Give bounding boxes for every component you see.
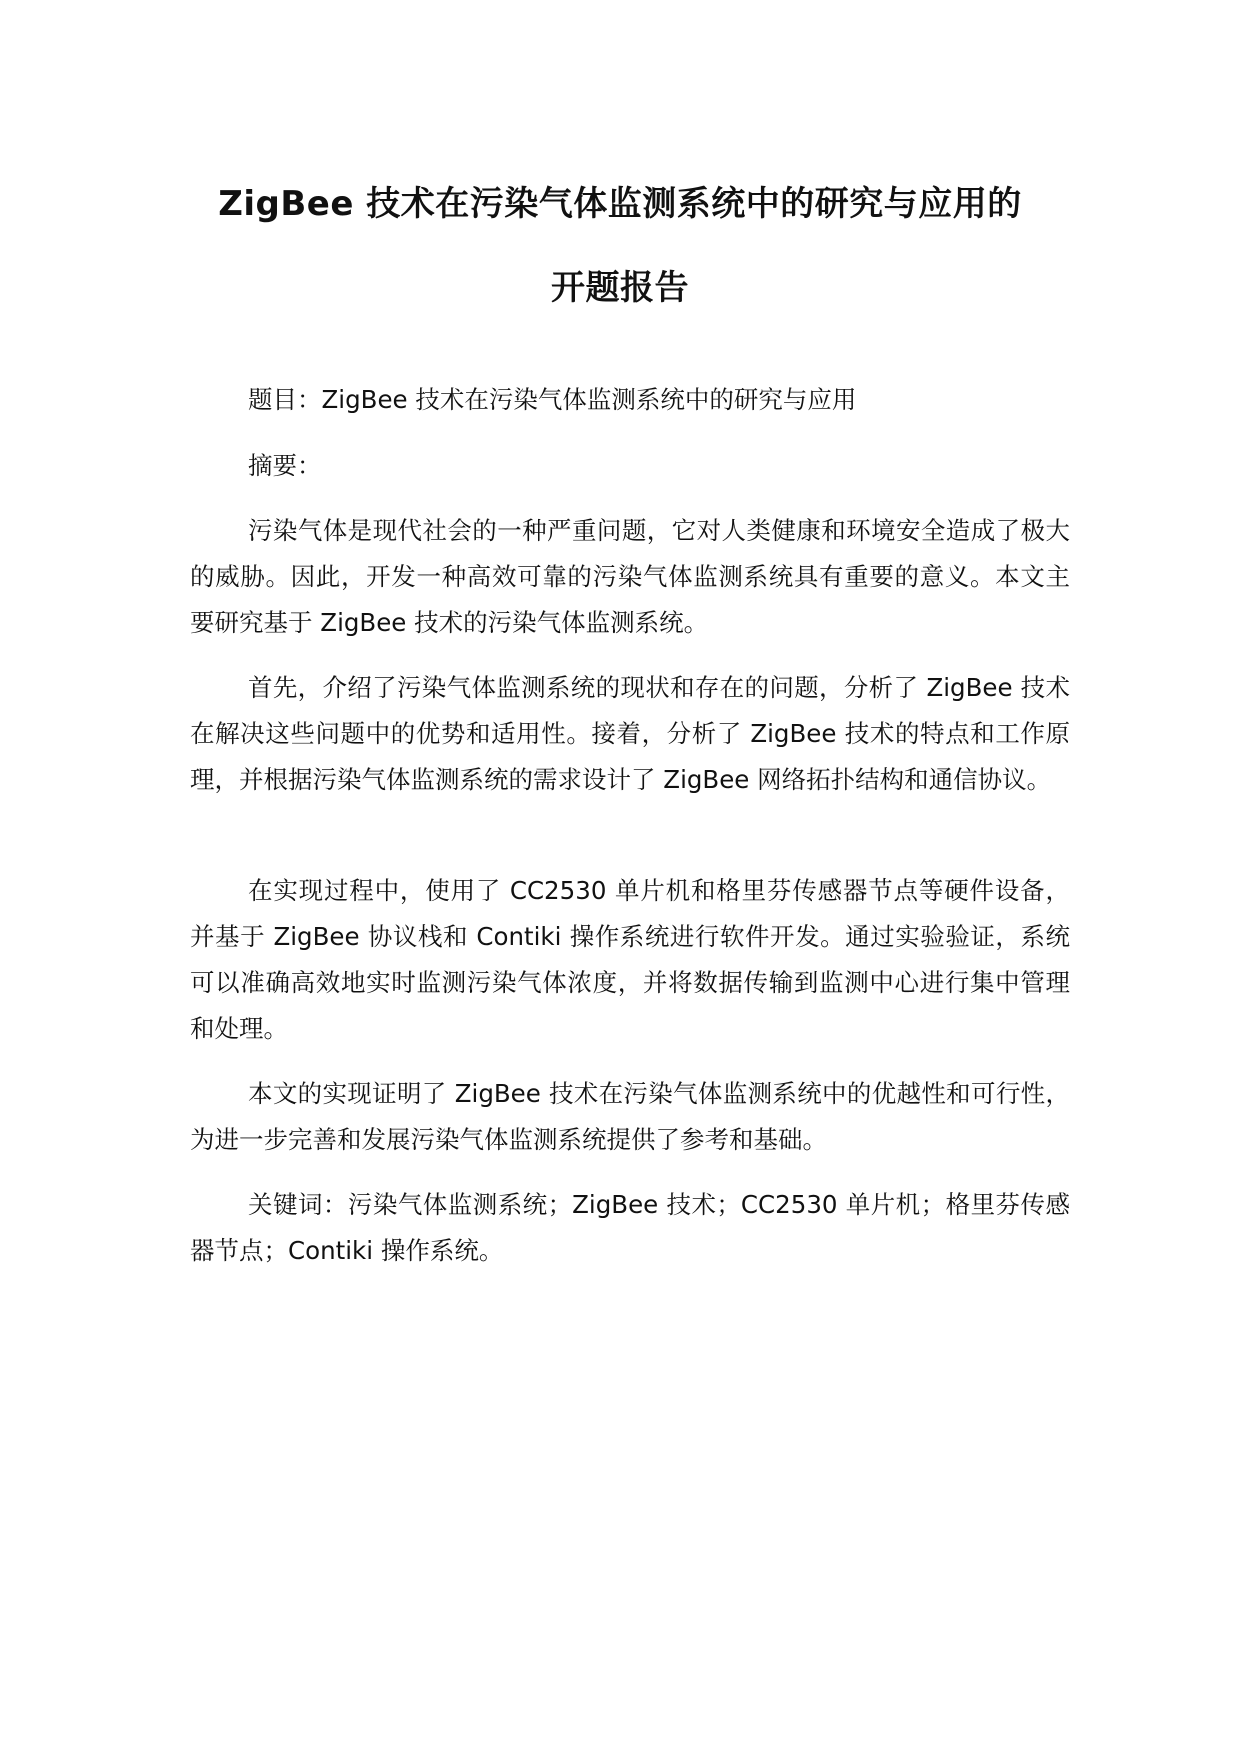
topic-line: 题目：ZigBee 技术在污染气体监测系统中的研究与应用 <box>248 385 857 414</box>
document-title-line-2: 开题报告 <box>551 268 689 308</box>
abstract-paragraph-4: 本文的实现证明了 ZigBee 技术在污染气体监测系统中的优越性和可行性，为进一步完善和发展污染气体监测系统提供了参考和基础。 <box>190 1079 1070 1154</box>
keywords-paragraph: 关键词：污染气体监测系统；ZigBee 技术；CC2530 单片机；格里芬传感器节点；Contiki 操作系统。 <box>190 1190 1070 1265</box>
abstract-paragraph-2: 首先，介绍了污染气体监测系统的现状和存在的问题，分析了 ZigBee 技术在解决这些问题中的优势和适用性。接着，分析了 ZigBee 技术的特点和工作原理，并根据污染气体监测系统的需求设计了 ZigBee 网络拓扑结构和通信协议。 <box>190 673 1070 794</box>
document-title-line-1: ZigBee 技术在污染气体监测系统中的研究与应用的 <box>218 184 1022 224</box>
abstract-paragraph-1: 污染气体是现代社会的一种严重问题，它对人类健康和环境安全造成了极大的威胁。因此，开发一种高效可靠的污染气体监测系统具有重要的意义。本文主要研究基于 ZigBee 技术的污染气体监测系统。 <box>190 516 1070 637</box>
abstract-label: 摘要： <box>248 451 322 480</box>
abstract-paragraph-3: 在实现过程中，使用了 CC2530 单片机和格里芬传感器节点等硬件设备，并基于 ZigBee 协议栈和 Contiki 操作系统进行软件开发。通过实验验证，系统可以准确高效地实时监测污染气体浓度，并将数据传输到监测中心进行集中管理和处理。 <box>190 876 1070 1043</box>
